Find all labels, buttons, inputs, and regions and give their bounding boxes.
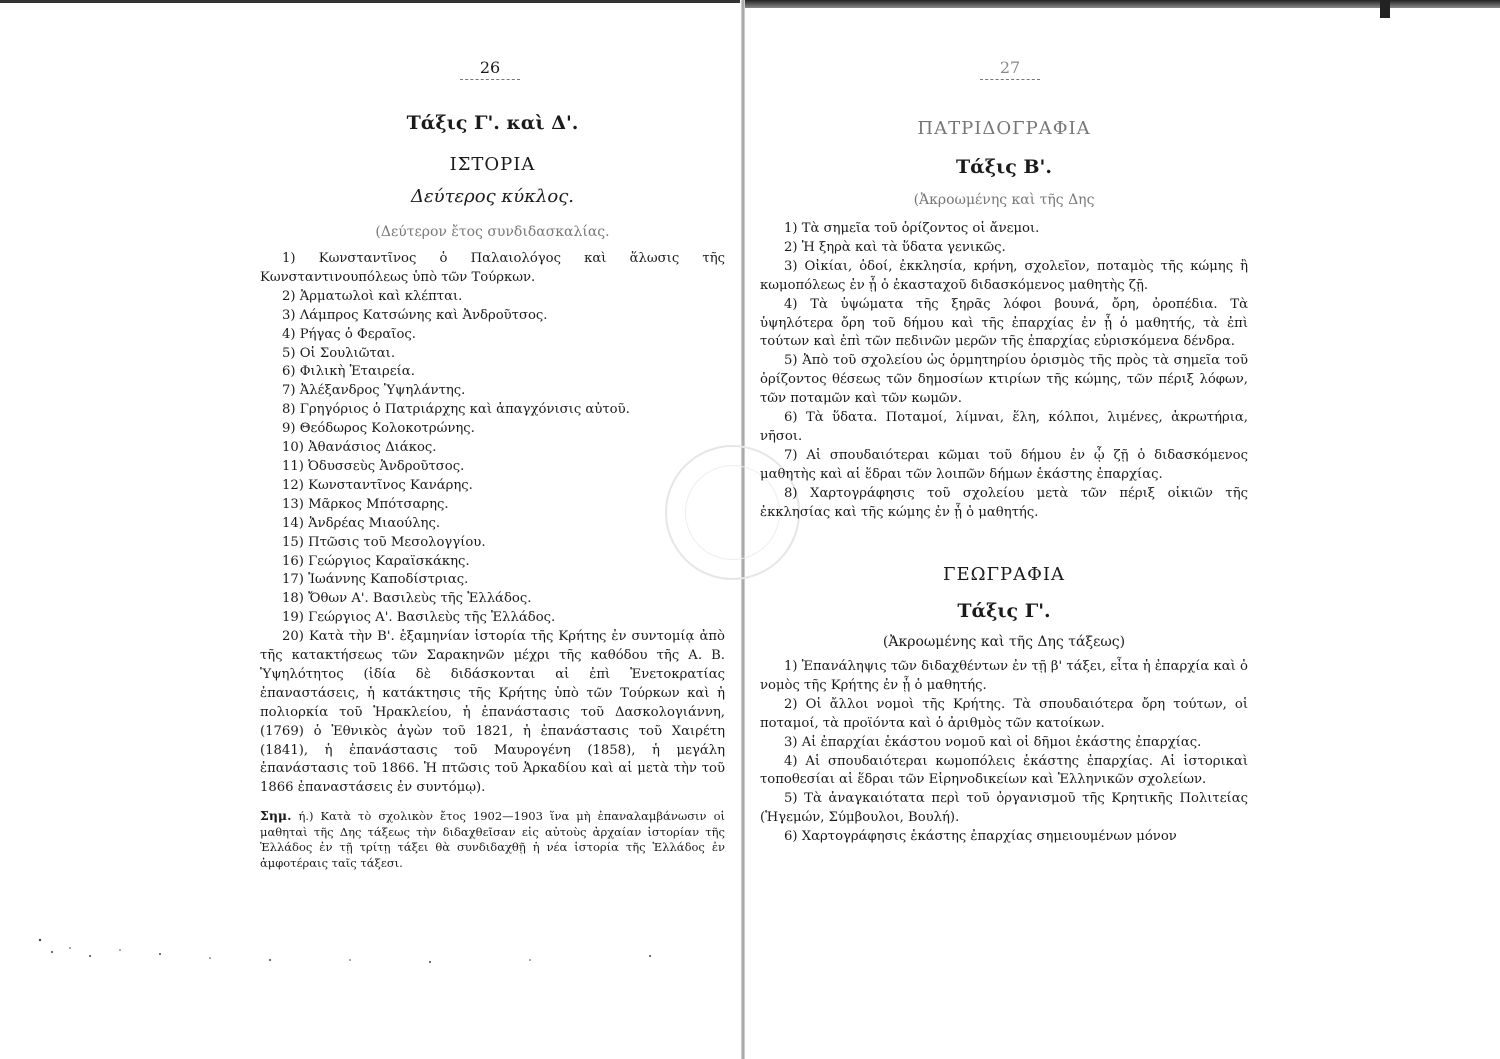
list-item: 5) Ἀπὸ τοῦ σχολείου ὡς ὁρμητηρίου ὁρισμὸς τῆς πρὸς τὰ σημεῖα τοῦ ὁρίζοντος θέσεως τῶν δημοσίων κτιρίων τῆς κώμης, τῶν πέριξ λόφων, τῶν ποταμῶν καὶ τῶν κωμῶν. — [760, 353, 1248, 407]
list-item: 3) Λάμπρος Κατσώνης καὶ Ἀνδροῦτσος. — [282, 307, 548, 323]
list-item: 7) Αἱ σπουδαιότεραι κῶμαι τοῦ δήμου ἐν ᾧ ζῇ ὁ διδασκόμενος μαθητὴς καὶ αἱ ἕδραι τῶν λοιπῶν δήμων ἑκάστης ἐπαρχίας. — [760, 447, 1248, 482]
footnote-text: ή.) Κατὰ τὸ σχολικὸν ἔτος 1902—1903 ἵνα μὴ ἐπαναλαμβάνωσιν οἱ μαθηταὶ τῆς Δης τάξεως τὴν διδαχθεῖσαν εἰς αὐτοὺς ἀρχαίαν ἱστορίαν τῆς Ἑλλάδος ἐν τῇ τρίτῃ τάξει θὰ συνδιδαχθῇ ἡ νέα ἱστορία τῆς Ἑλλάδος ἐν ἀμφοτέραις ταῖς τάξεσι. — [260, 809, 725, 870]
list-item: 4) Αἱ σπουδαιότεραι κωμοπόλεις ἑκάστης ἐπαρχίας. Αἱ ἱστορικαὶ τοποθεσίαι αἱ ἕδραι τῶν Εἰρηνοδικείων καὶ Ἑλληνικῶν σχολείων. — [760, 753, 1248, 788]
list-item: 2) Ἁρματωλοὶ καὶ κλέπται. — [282, 288, 463, 304]
footnote-label: Σημ. — [260, 808, 292, 823]
page-number-left: 26 — [460, 58, 520, 80]
list-item: 4) Ρήγας ὁ Φεραῖος. — [282, 326, 416, 342]
list-item: 6) Φιλικὴ Ἑταιρεία. — [282, 364, 415, 380]
geography-heading: ΓΕΩΓΡΑΦΙΑ — [942, 564, 1066, 585]
list-item: 16) Γεώργιος Καραϊσκάκης. — [282, 553, 470, 569]
list-item: 17) Ἰωάννης Καποδίστριας. — [282, 572, 469, 588]
list-item: 15) Πτῶσις τοῦ Μεσολογγίου. — [282, 534, 486, 550]
list-item: 6) Χαρτογράφησις ἑκάστης ἐπαρχίας σημειουμένων μόνον — [784, 829, 1177, 845]
list-item: 8) Χαρτογράφησις τοῦ σχολείου μετὰ τῶν πέριξ οἰκιῶν τῆς ἐκκλησίας καὶ τῆς κώμης ἐν ᾗ ὁ μαθητής. — [760, 485, 1248, 520]
list-item: 9) Θεόδωρος Κολοκοτρώνης. — [282, 421, 475, 437]
list-item: 19) Γεώργιος Α'. Βασιλεὺς τῆς Ἑλλάδος. — [282, 610, 556, 626]
subject-heading: ΙΣΤΟΡΙΑ — [449, 154, 536, 175]
list-item: 2) Ἡ ξηρὰ καὶ τὰ ὕδατα γενικῶς. — [784, 239, 1006, 255]
class-heading: Τάξις Β'. — [956, 156, 1052, 178]
sub-note-2: (Ἀκροωμένης καὶ τῆς Δης τάξεως) — [882, 634, 1126, 650]
list-item: 1) Ἐπανάληψις τῶν διδαχθέντων ἐν τῇ β' τάξει, εἶτα ἡ ἐπαρχία καὶ ὁ νομὸς τῆς Κρήτης ἐν ᾗ ὁ μαθητής. — [760, 659, 1248, 693]
year-note: (Δεύτερον ἔτος συνδιδασκαλίας. — [375, 224, 610, 240]
geography-topic-list — [760, 658, 1248, 847]
footnote — [260, 808, 725, 871]
list-item: 2) Οἱ ἄλλοι νομοὶ τῆς Κρήτης. Τὰ σπουδαιότερα ὄρη τούτων, οἱ ποταμοί, τὰ προϊόντα καὶ ὁ ἀριθμὸς τῶν κατοίκων. — [760, 696, 1248, 731]
list-item: 5) Τὰ ἀναγκαιότατα περὶ τοῦ ὀργανισμοῦ τῆς Κρητικῆς Πολιτείας (Ἡγεμών, Σύμβουλοι, Βουλή). — [760, 791, 1248, 826]
list-item: 11) Ὀδυσσεὺς Ἀνδροῦτσος. — [282, 458, 465, 474]
scan-top-edge — [0, 0, 1500, 18]
list-item: 1) Κωνσταντῖνος ὁ Παλαιολόγος καὶ ἅλωσις τῆς Κωνσταντινουπόλεως ὑπὸ τῶν Τούρκων. — [260, 251, 725, 285]
history-topic-list — [260, 250, 725, 798]
list-item: 3) Οἰκίαι, ὁδοί, ἐκκλησία, κρήνη, σχολεῖον, ποταμὸς τῆς κώμης ἢ κωμοπόλεως ἐν ᾗ ὁ ἑκασταχοῦ διδασκόμενος μαθητὴς ζῇ. — [760, 258, 1248, 293]
list-item: 5) Οἱ Σουλιῶται. — [282, 345, 396, 361]
list-item: 10) Ἀθανάσιος Διάκος. — [282, 440, 437, 456]
list-item: 6) Τὰ ὕδατα. Ποταμοί, λίμναι, ἕλη, κόλποι, λιμένες, ἀκρωτήρια, νῆσοι. — [760, 410, 1248, 444]
list-item: 7) Ἀλέξανδρος Ὑψηλάντης. — [282, 383, 466, 399]
left-page — [260, 0, 725, 1000]
subject-heading: ΠΑΤΡΙΔΟΓΡΑΦΙΑ — [917, 118, 1091, 139]
list-item: 13) Μᾶρκος Μπότσαρης. — [282, 496, 449, 512]
list-item: 3) Αἱ ἐπαρχίαι ἑκάστου νομοῦ καὶ οἱ δῆμοι ἑκάστης ἐπαρχίας. — [784, 734, 1202, 750]
list-item: 20) Κατὰ τὴν Β'. ἑξαμηνίαν ἱστορία τῆς Κρήτης ἐν συντομίᾳ ἀπὸ τῆς κατακτήσεως τῶν Σαρακηνῶν μέχρι τῆς καθόδου τῆς Α. Β. Ὑψηλότητος (ἰδία δὲ διδάσκονται αἱ ἐπὶ Ἑνετοκρατίας ἐπαναστάσεις, ἡ κατάκτησις τῆς Κρήτης ὑπὸ τῶν Τούρκων καὶ ἡ πολιορκία τοῦ Ἡρακλείου, ἡ ἐπανάστασις τοῦ Δασκολογιάννη, (1769) ὁ Ἐθνικὸς ἀγὼν τοῦ 1821, ἡ ἐπανάστασις τοῦ Χαιρέτη (1841), ἡ ἐπανάστασις τοῦ Μαυρογένη (1858), ἡ μεγάλη ἐπανάστασις τοῦ 1866. Ἡ πτῶσις τοῦ Ἀρκαδίου καὶ αἱ μετὰ τὴν τοῦ 1866 ἐπαναστάσεις ἐν συντόμῳ). — [260, 629, 725, 796]
list-item: 8) Γρηγόριος ὁ Πατριάρχης καὶ ἀπαγχόνισις αὐτοῦ. — [282, 402, 630, 418]
right-page — [760, 0, 1248, 1000]
class-heading: Τάξις Γ'. καὶ Δ'. — [406, 112, 579, 134]
list-item: 18) Ὄθων Α'. Βασιλεὺς τῆς Ἑλλάδος. — [282, 591, 532, 607]
list-item: 1) Τὰ σημεῖα τοῦ ὁρίζοντος οἱ ἄνεμοι. — [784, 221, 1040, 236]
list-item: 14) Ἀνδρέας Μιαούλης. — [282, 515, 441, 531]
sub-note: (Ἀκροωμένης καὶ τῆς Δης — [913, 192, 1095, 208]
class-heading-2: Τάξις Γ'. — [957, 600, 1051, 622]
list-item: 4) Τὰ ὑψώματα τῆς ξηρᾶς λόφοι βουνά, ὄρη, ὀροπέδια. Τὰ ὑψηλότερα ὄρη τοῦ δήμου καὶ τῆς ἐπαρχίας ἐν ᾗ ὁ μαθητής, τὰ ἐπὶ τούτων καὶ ἐπὶ τῶν πεδινῶν μερῶν τῆς ἐπαρχίας εὑρισκόμενα δένδρα. — [760, 296, 1248, 350]
cycle-heading: Δεύτερος κύκλος. — [410, 186, 575, 207]
patridography-topic-list — [760, 220, 1248, 523]
page-number-right: 27 — [980, 58, 1040, 80]
list-item: 12) Κωνσταντῖνος Κανάρης. — [282, 477, 473, 493]
scan-dust-marks — [30, 930, 710, 970]
